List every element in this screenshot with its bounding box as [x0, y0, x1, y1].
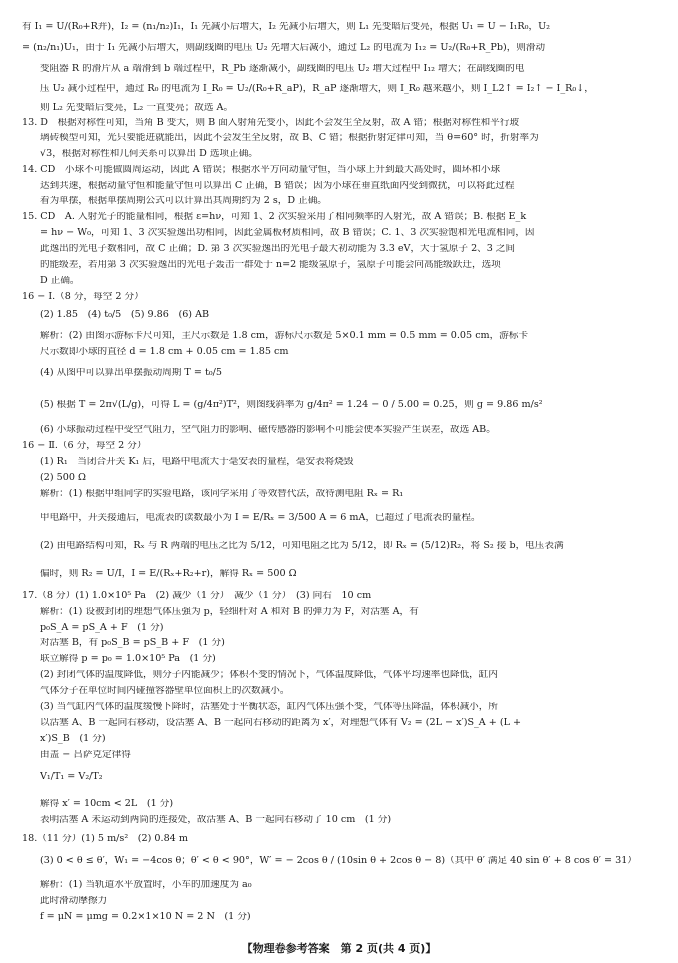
answer-16-2-heading: 16 − Ⅱ.（6 分，每空 2 分）	[22, 441, 147, 451]
text-line: 以活塞 A、B 一起向右移动，设活塞 A、B 一起向右移动的距离为 x′，对理想气体有 V₂ = (2L − x′)S_A + (L +	[40, 718, 522, 728]
text-line: 气体分子在单位时间内碰撞容器壁单位面积上的次数减小。	[40, 686, 290, 696]
text-line: (3) 当气缸内气体的温度缓慢下降时，活塞处于平衡状态，缸内气体压强不变，气体等压降温，体积减小，所	[40, 702, 498, 712]
text-line: 则 L₂ 先变暗后变亮，L₂ 一直变亮；故选 A。	[40, 103, 234, 113]
text-line: (5) 根据 T = 2π√(L/g)，可得 L = (g/4π²)T²，则图线斜率为 g/4π² = 1.24 − 0 / 5.00 = 0.25，则 g = 9.86 m/s²	[40, 400, 543, 410]
answer-16-1-heading: 16 − Ⅰ.（8 分，每空 2 分）	[22, 292, 144, 302]
text-line: 对活塞 B，有 p₀S_B = pS_B + F (1 分)	[40, 638, 225, 648]
text-line: p₀S_A = pS_A + F (1 分)	[40, 623, 164, 633]
text-line: 璃砖模型可知，光只要能进就能出，因此不会发生全反射，故 B、C 错；根据折射定律可知，当 θ=60° 时，折射率为	[40, 133, 539, 143]
answer-14: 14. CD 小球不可能做圆周运动，因此 A 错误；根据水平方向动量守恒，当小球上升到最大高处时，圆环和小球	[22, 165, 501, 175]
text-line: 有 I₁ = U/(R₀+R并)，I₂ = (n₁/n₂)I₁，I₁ 先减小后增大，I₂ 先减小后增大，则 L₁ 先变暗后变亮，根据 U₁ = U − I₁R₀，U₂	[22, 22, 551, 32]
text-line: = (n₂/n₁)U₁，由于 I₁ 先减小后增大，则副线圈的电压 U₂ 先增大后减小，通过 L₂ 的电流为 I₁₂ = U₂/(R₀+R_Pb)，则滑动	[22, 43, 546, 53]
text-line: 解析：(1) 设被封闭的理想气体压强为 p，轻细杆对 A 和对 B 的弹力为 F，对活塞 A，有	[40, 607, 419, 617]
text-line: 变阻器 R 的滑片从 a 端滑到 b 端过程中，R_Pb 逐渐减小，副线圈的电压 U₂ 增大过程中 I₁₂ 增大；在副线圈的电	[40, 64, 525, 74]
text-line: 联立解得 p = p₀ = 1.0×10⁵ Pa (1 分)	[40, 654, 216, 664]
text-line: 解得 x′ = 10cm < 2L (1 分)	[40, 799, 174, 809]
text-line: (2) 1.85 (4) t₀/5 (5) 9.86 (6) AB	[40, 310, 210, 320]
text-line: x′)S_B (1 分)	[40, 734, 106, 744]
answer-15: 15. CD A. 入射光子的能量相同，根据 ε=hν，可知 1、2 次实验采用了相同频率的入射光，故 A 错误；B. 根据 E_k	[22, 212, 527, 222]
text-line: 表明活塞 A 未运动到两筒的连接处，故活塞 A、B 一起向右移动了 10 cm (1 分)	[40, 815, 392, 825]
text-line: = hν − W₀，可知 1、3 次实验逸出功相同，因此金属板材质相同，故 B 错误；C. 1、3 次实验饱和光电流相同，因	[40, 228, 535, 238]
text-line: 此时滑动摩擦力	[40, 896, 108, 906]
text-line: 达到共速，根据动量守恒和能量守恒可以算出 C 正确，B 错误；因为小球在垂直纸面内受到微扰，可以将此过程	[40, 181, 515, 191]
answer-18: 18.（11 分）(1) 5 m/s² (2) 0.84 m	[22, 834, 188, 844]
text-line: V₁/T₁ = V₂/T₂	[40, 772, 103, 782]
text-line: (2) 封闭气体的温度降低，则分子内能减少；体积不变的情况下，气体温度降低，气体平均速率也降低，缸内	[40, 670, 498, 680]
text-line: (6) 小球振动过程中受空气阻力，空气阻力的影响、磁传感器的影响不可能会使本实验产生误差，故选 AB。	[40, 425, 496, 435]
text-line: (1) R₁ 当闭合开关 K₁ 后，电路中电流大于毫安表的量程，毫安表将烧毁	[40, 457, 354, 467]
text-line: 看为单摆，根据单摆周期公式可以计算出其周期约为 2 s，D 正确。	[40, 196, 327, 206]
text-line: 此逸出的光电子数相同，故 C 正确；D. 第 3 次实验逸出的光电子最大初动能为 3.3 eV，大于氢原子 2、3 之间	[40, 244, 516, 254]
text-line: 甲电路中，开关接通后，电流表的读数最小为 I = E/Rₓ = 3/500 A = 6 mA，已超过了电流表的量程。	[40, 513, 481, 523]
text-line: (2) 500 Ω	[40, 473, 86, 483]
page-footer: 【物理卷参考答案 第 2 页(共 4 页)】	[241, 942, 437, 955]
text-line: 解析：(1) 当轨道水平放置时，小车的加速度为 a₀	[40, 880, 252, 890]
answer-17: 17.（8 分）(1) 1.0×10⁵ Pa (2) 减少（1 分） 减少（1 分） (3) 向右 10 cm	[22, 591, 372, 601]
text-line: D 正确。	[40, 276, 80, 286]
text-line: 的能级差，若用第 3 次实验逸出的光电子轰击一群处于 n=2 能级氢原子，氢原子可能会向高能级跃迁，选项	[40, 260, 501, 270]
text-line: (4) 从图中可以算出单摆振动周期 T = t₀/5	[40, 368, 222, 378]
text-line: (3) 0 < θ ≤ θ′，W₁ = −4cos θ；θ′ < θ < 90°，W′ = − 2cos θ / (10sin θ + 2cos θ − 8)（其中 θ′ 满足 40 sin θ′ + 8 cos θ′ = 31）	[40, 856, 637, 866]
text-line: (2) 由电路结构可知，Rₓ 与 R 两端的电压之比为 5/12，可知电阻之比为 5/12，即 Rₓ = (5/12)R₂，将 S₂ 接 b，电压表满	[40, 541, 564, 551]
text-line: 偏时，则 R₂ = U/I，I = E/(Rₓ+R₂+r)，解得 Rₓ = 500 Ω	[40, 569, 297, 579]
text-line: f = μN = μmg = 0.2×1×10 N = 2 N (1 分)	[40, 912, 251, 922]
text-line: 压 U₂ 减小过程中，通过 R₀ 的电流为 I_R₀ = U₂/(R₀+R_aP)，R_aP 逐渐增大，则 I_R₀ 越来越小，则 I_L2↑ = I₂↑ − I_R₀↓，	[40, 84, 594, 94]
text-line: 解析：(1) 根据甲组同学的实验电路，该同学采用了等效替代法，故待测电阻 Rₓ = R₁	[40, 489, 404, 499]
answer-13: 13. D 根据对称性可知，当角 B 变大，则 B 面入射角先变小，因此不会发生全反射，故 A 错；根据对称性和平行玻	[22, 118, 520, 128]
text-line: 解析：(2) 由图示游标卡尺可知，主尺示数是 1.8 cm，游标尺示数是 5×0.1 mm = 0.5 mm = 0.05 cm，游标卡	[40, 331, 529, 341]
text-line: 由盖 − 吕萨克定律得	[40, 750, 131, 760]
text-line: √3，根据对称性和几何关系可以算出 D 选项正确。	[40, 149, 258, 159]
text-line: 尺示数即小球的直径 d = 1.8 cm + 0.05 cm = 1.85 cm	[40, 347, 289, 357]
